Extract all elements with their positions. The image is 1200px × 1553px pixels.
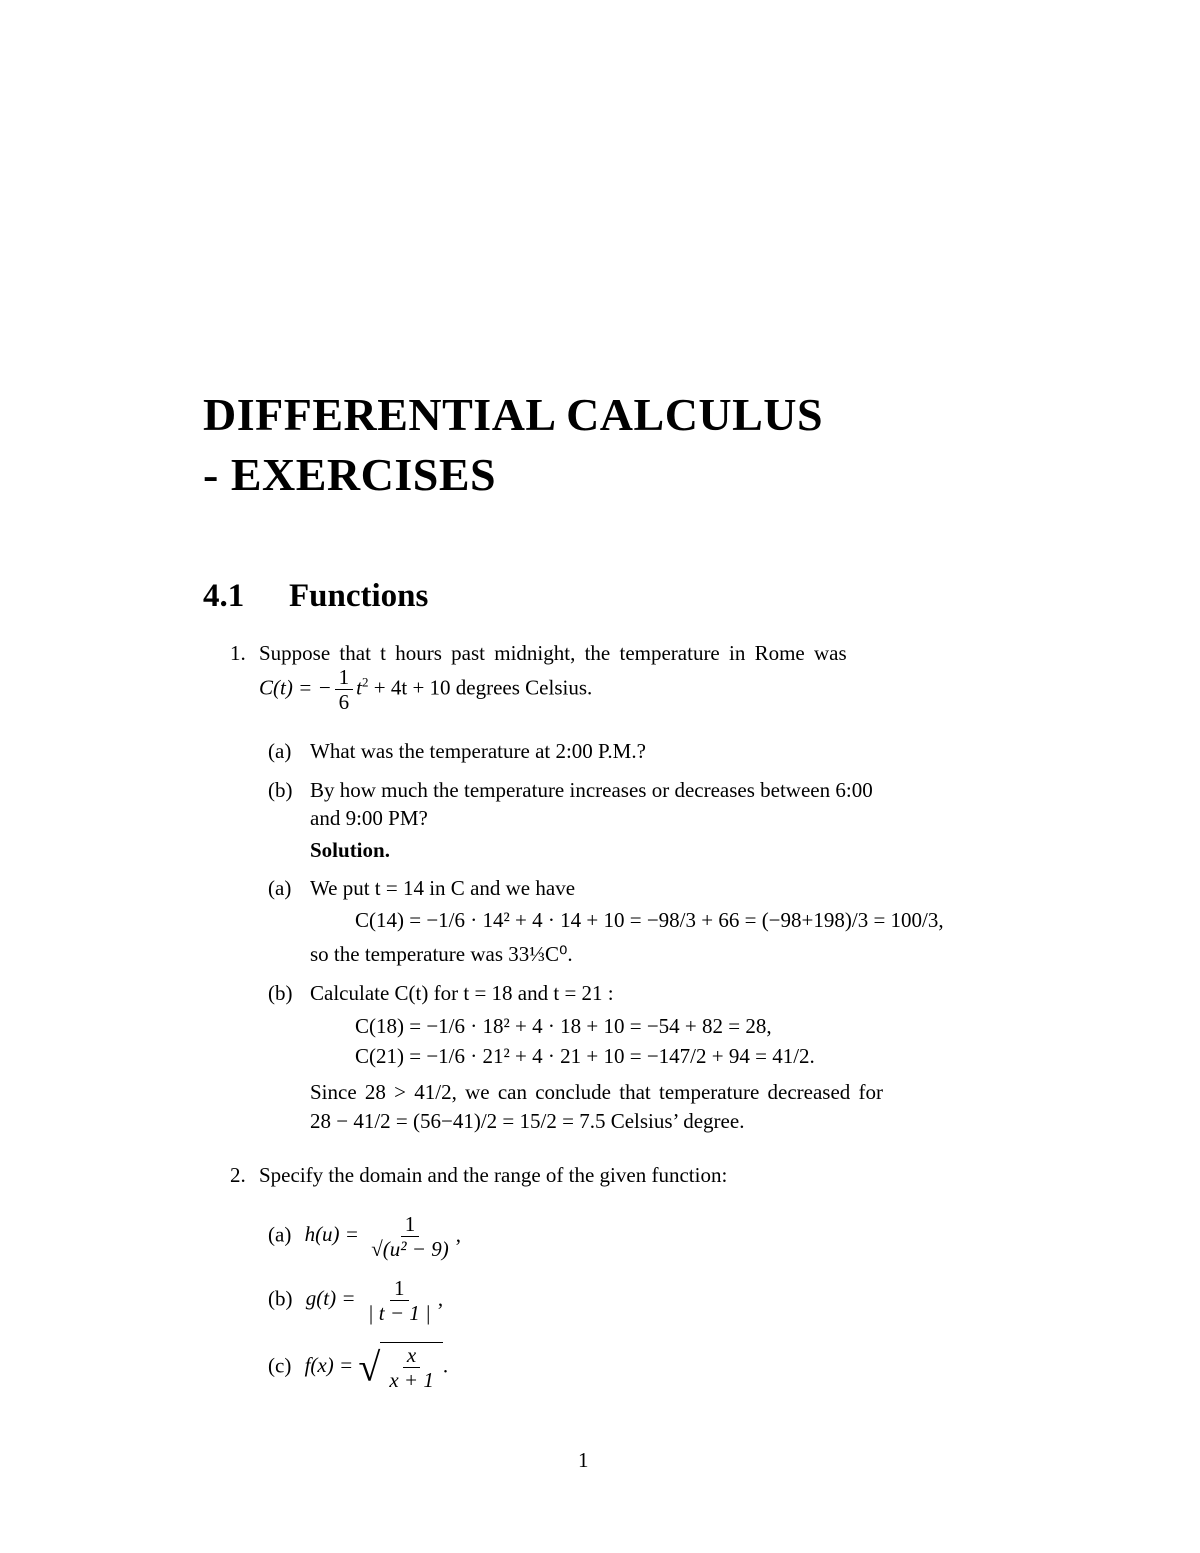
exercise-2c-num: x: [403, 1343, 420, 1368]
exercise-2c-lhs: f(x) =: [304, 1353, 354, 1378]
question-b-text-1: By how much the temperature increases or decreases between 6:00: [310, 778, 873, 802]
title-line-1: DIFFERENTIAL CALCULUS: [203, 389, 824, 440]
exercise-2b-den: | t − 1 |: [367, 1301, 431, 1326]
exercise-2b: (b) g(t) = $\frac{1}{| t - 1 |}$ ,: [268, 1276, 444, 1326]
solution-b-equation-2: C(21) = −1/6 · 21² + 4 · 21 + 10 = −147/2 + 94 = 41/2.: [355, 1044, 815, 1068]
exercise-2a-den: √(u² − 9): [371, 1237, 449, 1262]
exercise-2c-radicand: [380, 1342, 443, 1392]
exercise-2a-label: (a): [268, 1222, 292, 1247]
exercise-2a-num: 1: [401, 1212, 420, 1237]
question-a-label: (a): [268, 739, 292, 763]
solution-b-since-2: 28 − 41/2 = (56−41)/2 = 15/2 = 7.5 Celsius’ degree.: [310, 1109, 745, 1133]
exercise-2b-lhs: g(t) =: [305, 1286, 356, 1311]
title-line-2: - EXERCISES: [203, 449, 497, 500]
exercise-1-formula: [259, 665, 592, 714]
question-a-text: What was the temperature at 2:00 P.M.?: [310, 739, 646, 763]
formula-frac-den: 6: [338, 690, 350, 715]
exercise-1-intro: Suppose that t hours past midnight, the temperature in Rome was: [259, 641, 847, 665]
solution-b-equation-1: C(18) = −1/6 · 18² + 4 · 18 + 10 = −54 + 82 = 28,: [355, 1014, 772, 1038]
formula-lhs: C(t) = −: [259, 675, 332, 700]
exercise-2a: (a) h(u) = $\frac{1}{\text{√(u² − 9)}}$ ,: [268, 1212, 461, 1262]
section-title: Functions: [289, 578, 429, 614]
formula-var: t: [356, 675, 363, 700]
section-number: 4.1: [203, 578, 245, 614]
formula-exponent: 2: [362, 674, 369, 690]
formula-fraction: [335, 665, 354, 714]
solution-a-label: (a): [268, 876, 292, 900]
solution-a-conclusion: so the temperature was 33⅓C⁰.: [310, 942, 573, 966]
solution-a-equation: C(14) = −1/6 · 14² + 4 · 14 + 10 = −98/3 + 66 = (−98+198)/3 = 100/3,: [355, 908, 944, 932]
exercise-2a-fraction: [367, 1212, 452, 1261]
exercise-2a-lhs: h(u) =: [304, 1222, 359, 1247]
formula-frac-num: 1: [335, 665, 354, 690]
sqrt-sign-icon: √: [358, 1344, 381, 1390]
page-number: 1: [578, 1448, 589, 1472]
exercise-2c-fraction: [385, 1343, 438, 1392]
exercise-2b-fraction: [364, 1276, 435, 1325]
formula-tail: + 4t + 10 degrees Celsius.: [368, 675, 593, 700]
solution-a-intro: We put t = 14 in C and we have: [310, 876, 576, 900]
question-b-text-2: and 9:00 PM?: [310, 806, 428, 830]
solution-b-label: (b): [268, 981, 293, 1005]
question-b-label: (b): [268, 778, 293, 802]
exercise-2c-label: (c): [268, 1353, 292, 1378]
solution-b-since-1: Since 28 > 41/2, we can conclude that temperature decreased for: [310, 1080, 884, 1104]
exercise-2b-label: (b): [268, 1286, 293, 1311]
exercise-1-number: 1.: [230, 641, 246, 665]
exercise-2-number: 2.: [230, 1163, 246, 1187]
solution-label: Solution.: [310, 838, 390, 862]
solution-b-intro: Calculate C(t) for t = 18 and t = 21 :: [310, 981, 614, 1005]
exercise-2c: (c) f(x) = √ $\frac{x}{x + 1}$ .: [268, 1343, 449, 1393]
exercise-2c-den: x + 1: [389, 1368, 434, 1393]
exercise-2-intro: Specify the domain and the range of the given function:: [259, 1163, 728, 1187]
exercise-2b-num: 1: [390, 1276, 409, 1301]
